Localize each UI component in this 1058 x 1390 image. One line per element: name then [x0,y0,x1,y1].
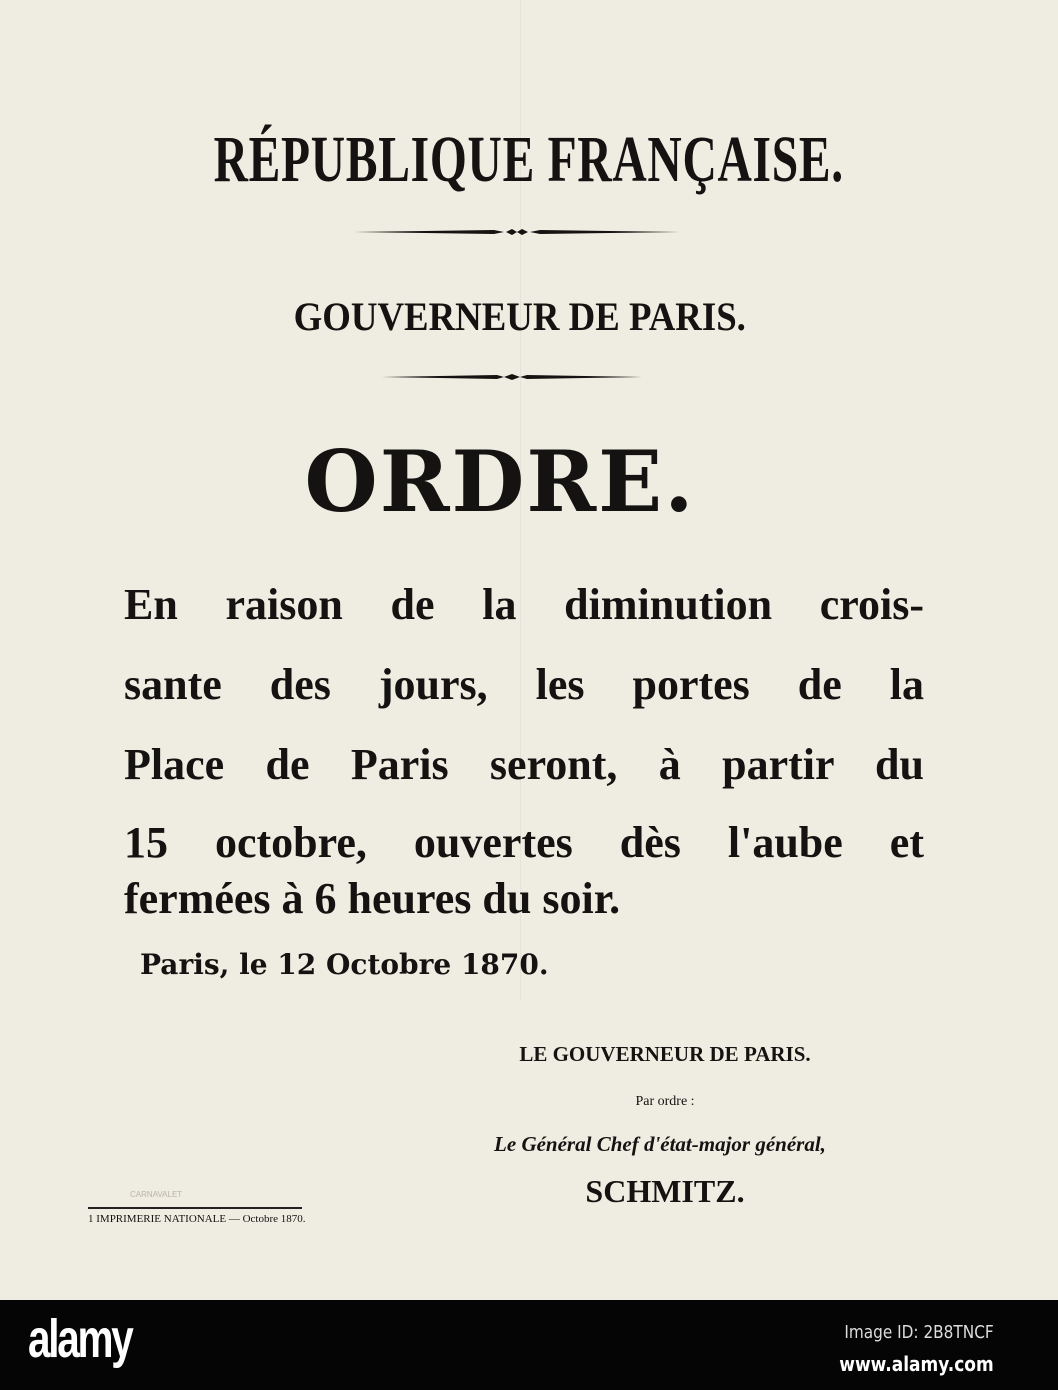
body-line: fermées à 6 heures du soir. [124,874,621,923]
signature-office: LE GOUVERNEUR DE PARIS. [519,1042,811,1066]
printer-line: 1 IMPRIMERIE NATIONALE — Octobre 1870. [88,1213,306,1225]
signature-role: Le Général Chef d'état-major général, [494,1132,826,1156]
body-line: 15 octobre, ouvertes dès l'aube et [124,818,924,867]
footer-rule [88,1207,302,1209]
body-line: Place de Paris seront, à partir du [124,740,924,789]
watermark-url: www.alamy.com [839,1352,994,1376]
signature-name: SCHMITZ. [585,1173,745,1209]
body-line: sante des jours, les portes de la [124,660,924,709]
image-id: Image ID: 2B8TNCF [844,1322,994,1343]
poster-heading-text: ORDRE. [304,432,696,531]
alamy-logo: alamy [28,1309,132,1369]
poster-subtitle [0,293,1040,340]
poster-title [0,122,1058,198]
date-line: Paris, le 12 Octobre 1870. [140,948,549,981]
archive-stamp: CARNAVALET [130,1190,183,1199]
poster-heading [0,432,1000,531]
poster-title-text: RÉPUBLIQUE FRANÇAISE. [213,123,845,196]
signature-by-order: Par ordre : [635,1094,695,1109]
poster-subtitle-text: GOUVERNEUR DE PARIS. [293,294,747,339]
watermark-bar [0,1300,1058,1390]
body-line: En raison de la diminution crois- [124,580,924,629]
ornament-divider [382,374,642,380]
ornament-divider [354,229,680,235]
